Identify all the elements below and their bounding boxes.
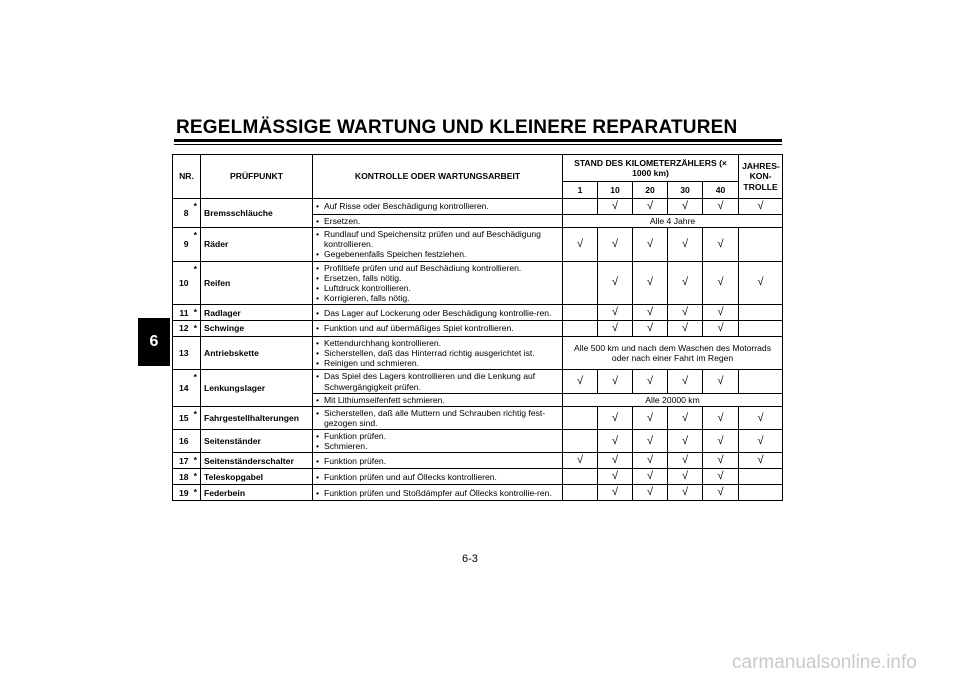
odometer-check-cell: √ — [598, 199, 633, 215]
header-annual: JAHRES-KON-TROLLE — [739, 155, 783, 199]
dealer-service-marker-cell — [191, 430, 201, 453]
task-line: • Ersetzen. — [316, 216, 559, 226]
table-row — [173, 469, 783, 485]
odometer-check-cell: √ — [633, 370, 668, 393]
interval-note: Alle 500 km und nach dem Waschen des Motorrads oder nach einer Fahrt im Regen — [563, 337, 783, 370]
odometer-check-cell: √ — [703, 430, 739, 453]
task-description — [313, 393, 563, 406]
task-line: • Mit Lithiumseifenfett schmieren. — [316, 395, 559, 405]
task-line: • Auf Risse oder Beschädigung kontrollieren. — [316, 201, 559, 211]
odometer-check-cell: √ — [668, 370, 703, 393]
check-item: Räder — [201, 228, 313, 261]
odometer-check-cell: √ — [668, 469, 703, 485]
dealer-service-marker: * — [193, 487, 197, 498]
annual-check-cell: √ — [739, 406, 783, 429]
check-item: Antriebskette — [201, 337, 313, 370]
dealer-service-marker: * — [193, 263, 197, 274]
odometer-check-cell: √ — [563, 370, 598, 393]
task-line: • Das Lager auf Lockerung oder Beschädigung kontrollie-ren. — [316, 308, 559, 318]
row-number: 16 — [173, 430, 191, 453]
odometer-check-cell — [563, 199, 598, 215]
task-description — [313, 453, 563, 469]
task-line: • Das Spiel des Lagers kontrollieren und die Lenkung auf Schwergängigkeit prüfen. — [316, 371, 559, 391]
row-number: 8 — [173, 199, 191, 228]
odometer-check-cell: √ — [563, 228, 598, 261]
row-number: 18 — [173, 469, 191, 485]
check-item: Reifen — [201, 261, 313, 305]
header-odo-col: 30 — [668, 182, 703, 199]
row-number: 17 — [173, 453, 191, 469]
odometer-check-cell — [563, 485, 598, 501]
odometer-check-cell: √ — [633, 228, 668, 261]
task-description — [313, 485, 563, 501]
header-odo-col: 20 — [633, 182, 668, 199]
check-item: Lenkungslager — [201, 370, 313, 406]
task-list — [316, 371, 559, 391]
header-task: KONTROLLE ODER WARTUNGSARBEIT — [313, 155, 563, 199]
task-description — [313, 199, 563, 215]
table-row — [173, 228, 783, 261]
odometer-check-cell: √ — [703, 321, 739, 337]
task-description — [313, 337, 563, 370]
task-description — [313, 321, 563, 337]
task-description — [313, 406, 563, 429]
odometer-check-cell: √ — [563, 453, 598, 469]
task-line: • Funktion prüfen und Stoßdämpfer auf Öllecks kontrollie-ren. — [316, 488, 559, 498]
task-list — [316, 323, 559, 333]
task-list — [316, 456, 559, 466]
annual-check-cell — [739, 228, 783, 261]
table-row — [173, 370, 783, 393]
dealer-service-marker-cell — [191, 453, 201, 469]
dealer-service-marker: * — [193, 201, 197, 211]
odometer-check-cell: √ — [633, 469, 668, 485]
interval-note: Alle 4 Jahre — [563, 214, 783, 227]
table-row — [173, 453, 783, 469]
odometer-check-cell: √ — [598, 305, 633, 321]
task-line: • Rundlauf und Speichensitz prüfen und auf Beschädigung kontrollieren. — [316, 229, 559, 249]
odometer-check-cell: √ — [633, 430, 668, 453]
odometer-check-cell — [563, 321, 598, 337]
odometer-check-cell: √ — [598, 406, 633, 429]
odometer-check-cell: √ — [598, 228, 633, 261]
odometer-check-cell: √ — [633, 485, 668, 501]
row-number: 14 — [173, 370, 191, 406]
dealer-service-marker-cell — [191, 321, 201, 337]
odometer-check-cell: √ — [598, 453, 633, 469]
odometer-check-cell: √ — [598, 469, 633, 485]
check-item: Schwinge — [201, 321, 313, 337]
title-rule-thin — [174, 144, 782, 145]
task-line: • Profiltiefe prüfen und auf Beschädiung kontrollieren. — [316, 263, 559, 273]
odometer-check-cell: √ — [668, 305, 703, 321]
odometer-check-cell — [563, 469, 598, 485]
odometer-check-cell: √ — [668, 453, 703, 469]
odometer-check-cell: √ — [598, 370, 633, 393]
task-list — [316, 308, 559, 318]
odometer-check-cell: √ — [598, 485, 633, 501]
odometer-check-cell: √ — [703, 469, 739, 485]
table-row — [173, 430, 783, 453]
task-line: • Schmieren. — [316, 441, 559, 451]
task-list — [316, 408, 559, 428]
dealer-service-marker-cell — [191, 199, 201, 228]
check-item: Teleskopgabel — [201, 469, 313, 485]
annual-check-cell — [739, 370, 783, 393]
table-row — [173, 406, 783, 429]
task-list — [316, 431, 559, 451]
odometer-check-cell: √ — [598, 430, 633, 453]
task-line: • Funktion und auf übermäßiges Spiel kontrollieren. — [316, 323, 559, 333]
odometer-check-cell: √ — [703, 199, 739, 215]
task-line: • Sicherstellen, daß alle Muttern und Schrauben richtig fest-gezogen sind. — [316, 408, 559, 428]
task-description — [313, 370, 563, 393]
dealer-service-marker-cell — [191, 228, 201, 261]
odometer-check-cell — [563, 406, 598, 429]
row-number: 12 — [173, 321, 191, 337]
annual-check-cell — [739, 469, 783, 485]
task-list — [316, 229, 559, 259]
task-line: • Funktion prüfen und auf Öllecks kontrollieren. — [316, 472, 559, 482]
table-row — [173, 305, 783, 321]
dealer-service-marker: * — [193, 471, 197, 482]
dealer-service-marker-cell — [191, 305, 201, 321]
row-number: 19 — [173, 485, 191, 501]
header-odo-col: 1 — [563, 182, 598, 199]
odometer-check-cell: √ — [598, 261, 633, 305]
table-row — [173, 199, 783, 215]
task-list — [316, 472, 559, 482]
odometer-check-cell: √ — [633, 199, 668, 215]
odometer-check-cell: √ — [633, 321, 668, 337]
odometer-check-cell: √ — [633, 305, 668, 321]
task-line: • Luftdruck kontrollieren. — [316, 283, 559, 293]
dealer-service-marker-cell — [191, 370, 201, 406]
odometer-check-cell: √ — [668, 321, 703, 337]
chapter-tab: 6 — [138, 318, 170, 366]
task-description — [313, 305, 563, 321]
dealer-service-marker: * — [193, 455, 197, 466]
page-title: REGELMÄSSIGE WARTUNG UND KLEINERE REPARATUREN — [176, 117, 738, 138]
odometer-check-cell: √ — [633, 261, 668, 305]
header-odometer: STAND DES KILOMETERZÄHLERS (× 1000 km) — [563, 155, 739, 182]
dealer-service-marker-cell — [191, 261, 201, 305]
odometer-check-cell: √ — [703, 453, 739, 469]
task-description — [313, 214, 563, 227]
row-number: 10 — [173, 261, 191, 305]
check-item: Fahrgestellhalterungen — [201, 406, 313, 429]
odometer-check-cell: √ — [668, 406, 703, 429]
check-item: Federbein — [201, 485, 313, 501]
row-number: 13 — [173, 337, 191, 370]
task-line: • Funktion prüfen. — [316, 431, 559, 441]
row-number: 15 — [173, 406, 191, 429]
dealer-service-marker: * — [193, 372, 197, 383]
task-line: • Funktion prüfen. — [316, 456, 559, 466]
task-description — [313, 430, 563, 453]
annual-check-cell — [739, 321, 783, 337]
dealer-service-marker: * — [193, 408, 197, 419]
annual-check-cell: √ — [739, 261, 783, 305]
odometer-check-cell: √ — [703, 305, 739, 321]
header-nr: NR. — [173, 155, 201, 199]
odometer-check-cell: √ — [703, 485, 739, 501]
task-description — [313, 469, 563, 485]
title-rule-thick — [174, 139, 782, 142]
task-description — [313, 261, 563, 305]
task-list — [316, 395, 559, 405]
task-line: • Sicherstellen, daß das Hinterrad richtig ausgerichtet ist. — [316, 348, 559, 358]
task-list — [316, 338, 559, 368]
dealer-service-marker-cell — [191, 406, 201, 429]
odometer-check-cell: √ — [668, 199, 703, 215]
task-line: • Kettendurchhang kontrollieren. — [316, 338, 559, 348]
page-number: 6-3 — [462, 553, 478, 565]
header-odo-col: 10 — [598, 182, 633, 199]
odometer-check-cell — [563, 261, 598, 305]
odometer-check-cell: √ — [703, 370, 739, 393]
odometer-check-cell — [563, 305, 598, 321]
odometer-check-cell: √ — [668, 228, 703, 261]
task-line: • Gegebenenfalls Speichen festziehen. — [316, 249, 559, 259]
odometer-check-cell: √ — [703, 406, 739, 429]
task-line: • Reinigen und schmieren. — [316, 358, 559, 368]
odometer-check-cell: √ — [598, 321, 633, 337]
task-list — [316, 263, 559, 304]
check-item: Bremsschläuche — [201, 199, 313, 228]
task-list — [316, 216, 559, 226]
task-line: • Ersetzen, falls nötig. — [316, 273, 559, 283]
maintenance-table — [172, 154, 783, 501]
odometer-check-cell: √ — [668, 485, 703, 501]
odometer-check-cell: √ — [703, 261, 739, 305]
task-list — [316, 488, 559, 498]
odometer-check-cell: √ — [668, 430, 703, 453]
table-row — [173, 337, 783, 370]
dealer-service-marker: * — [193, 307, 197, 318]
task-list — [316, 201, 559, 211]
task-description — [313, 228, 563, 261]
annual-check-cell — [739, 305, 783, 321]
check-item: Radlager — [201, 305, 313, 321]
check-item: Seitenständer — [201, 430, 313, 453]
dealer-service-marker-cell — [191, 485, 201, 501]
row-number: 11 — [173, 305, 191, 321]
table-row — [173, 321, 783, 337]
odometer-check-cell — [563, 430, 598, 453]
annual-check-cell: √ — [739, 453, 783, 469]
dealer-service-marker-cell — [191, 337, 201, 370]
odometer-check-cell: √ — [668, 261, 703, 305]
header-item: PRÜFPUNKT — [201, 155, 313, 199]
dealer-service-marker-cell — [191, 469, 201, 485]
annual-check-cell: √ — [739, 199, 783, 215]
interval-note: Alle 20000 km — [563, 393, 783, 406]
task-line: • Korrigieren, falls nötig. — [316, 293, 559, 303]
watermark: carmanualsonline.info — [732, 652, 917, 673]
table-row — [173, 261, 783, 305]
table-row — [173, 485, 783, 501]
row-number: 9 — [173, 228, 191, 261]
odometer-check-cell: √ — [633, 406, 668, 429]
annual-check-cell: √ — [739, 430, 783, 453]
odometer-check-cell: √ — [633, 453, 668, 469]
header-odo-col: 40 — [703, 182, 739, 199]
annual-check-cell — [739, 485, 783, 501]
dealer-service-marker: * — [193, 323, 197, 334]
odometer-check-cell: √ — [703, 228, 739, 261]
dealer-service-marker: * — [193, 230, 197, 241]
check-item: Seitenständerschalter — [201, 453, 313, 469]
